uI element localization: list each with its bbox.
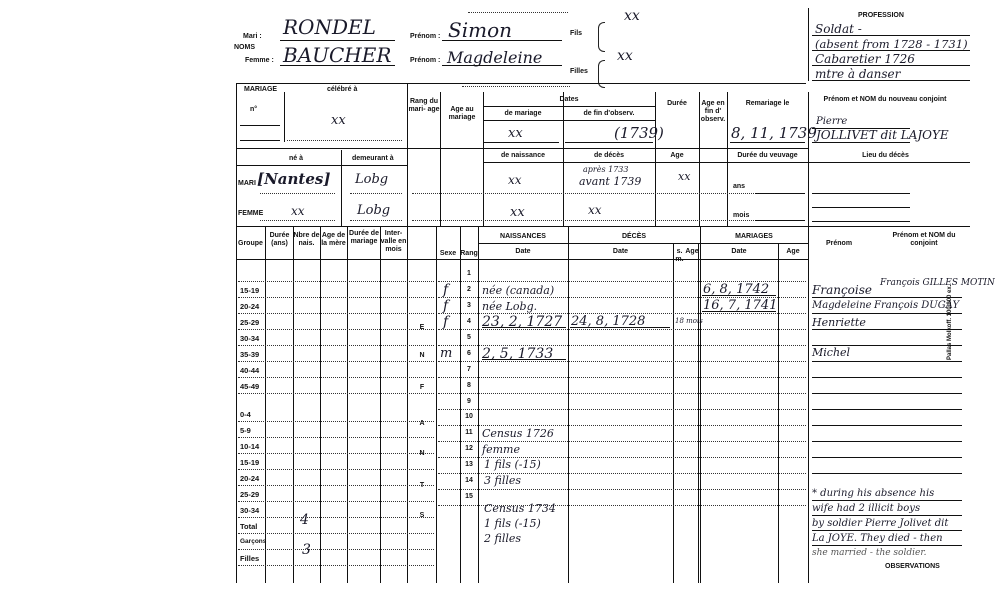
census-note-5: Census 1734 [484, 502, 556, 515]
census-note-1: Census 1726 [482, 427, 554, 440]
rank-15: 15 [465, 493, 473, 500]
child-4-age: 18 mois [675, 317, 703, 325]
rank-14: 14 [465, 477, 473, 484]
enfants-letter-6: T [419, 482, 425, 489]
profession-line-2: (absent from 1728 - 1731) [815, 37, 968, 51]
child-3-marriage: 16, 7, 1741 [703, 298, 778, 313]
intervalle-header: Inter- valle en mois [380, 230, 407, 253]
rank-8: 8 [467, 382, 471, 389]
ne-a-label: né à [289, 155, 304, 162]
group-bottom-6: 25-29 [240, 490, 260, 499]
group-bottom-4: 15-19 [240, 458, 260, 467]
duree-mariage-header: Durée de mariage [349, 230, 379, 245]
census-note-7: 2 filles [484, 532, 522, 545]
age2-header: Age [670, 152, 684, 159]
celebre-value: xx [331, 113, 346, 128]
date-fin-value: (1739) [614, 124, 664, 142]
conjoint-col-header: Prénom et NOM du conjoint [892, 232, 956, 247]
deces-header: de décès [594, 152, 624, 159]
observation-line-1: * during his absence his [812, 488, 935, 499]
deces-age-header: Age [685, 248, 699, 255]
total-value: 4 [300, 512, 309, 528]
duree-ans-header: Durée (ans) [269, 232, 290, 247]
enfants-letter-2: N [419, 352, 425, 359]
census-note-3: 1 fils (-15) [484, 458, 541, 471]
naissance-header: de naissance [501, 152, 545, 159]
rank-12: 12 [465, 445, 473, 452]
filles-label: Filles [570, 68, 588, 75]
observations-title: OBSERVATIONS [885, 563, 940, 570]
child-6-birth: 2, 5, 1733 [482, 346, 554, 362]
enfants-letter-3: F [419, 384, 425, 391]
profession-line-3: Cabaretier 1726 [815, 52, 915, 66]
child-2-prenom: Françoise [812, 283, 872, 297]
child-4-sex: f [443, 314, 449, 330]
date-mariage-value: xx [508, 126, 523, 141]
fils-label: Fils [570, 30, 583, 37]
mari-row-label: MARI [238, 180, 256, 187]
mariages-col-header: MARIAGES [735, 233, 773, 240]
rank-11: 11 [465, 429, 473, 436]
deces-col-header: DÉCÈS [621, 233, 647, 240]
enfants-letter-4: A [419, 420, 425, 427]
femme-residence: Lobg [357, 203, 391, 218]
husband-prenom-label: Prénom : [410, 33, 441, 40]
age-fin-header: Age en fin d' observ. [700, 100, 726, 123]
femme-label: Femme : [245, 57, 274, 64]
new-spouse-prenom: Pierre [816, 116, 848, 127]
mari-deces-1: après 1733 [583, 165, 629, 174]
group-bottom-2: 5-9 [240, 426, 251, 435]
filles-value-cell: 3 [302, 542, 311, 558]
group-bottom-10: Filles [240, 554, 260, 563]
child-3-sex: f [443, 298, 449, 314]
observation-line-3: by soldier Pierre Jolivet dit [812, 518, 949, 529]
child-2-birth: née (canada) [482, 284, 555, 297]
child-4-death: 24, 8, 1728 [571, 314, 646, 329]
groupe-header: Groupe [238, 240, 263, 247]
child-6-sex: m [440, 346, 453, 361]
wife-prenom-label: Prénom : [410, 57, 441, 64]
rank-7: 7 [467, 366, 471, 373]
naissances-header: NAISSANCES [500, 233, 546, 240]
observation-line-4: La JOYE. They died - then [812, 533, 943, 544]
new-spouse-header: Prénom et NOM du nouveau conjoint [823, 96, 947, 103]
child-2-sex: f [443, 282, 449, 298]
observation-line-2: wife had 2 illicit boys [812, 503, 921, 514]
child-4-prenom: Henriette [812, 316, 866, 329]
group-top-3: 25-29 [240, 318, 260, 327]
census-note-4: 3 filles [484, 474, 522, 487]
duree-veuvage-header: Durée du veuvage [737, 152, 798, 159]
group-bottom-3: 10-14 [240, 442, 260, 451]
group-bottom-1: 0-4 [240, 410, 251, 419]
group-top-6: 40-44 [240, 366, 260, 375]
profession-label: PROFESSION [858, 12, 904, 19]
sm-header: s. m. [675, 248, 684, 263]
census-note-6: 1 fils (-15) [484, 517, 541, 530]
rank-2: 2 [467, 286, 471, 293]
child-3-prenom: Magdeleine [812, 300, 872, 311]
group-bottom-8: Total [240, 522, 258, 531]
enfants-letter-5: N [419, 450, 425, 457]
noms-label: NOMS [234, 44, 255, 51]
mari-age: xx [678, 170, 691, 183]
rank-1: 1 [467, 270, 471, 277]
fils-value: xx [624, 8, 640, 24]
remariage-value: 8, 11, 1739 [731, 124, 817, 142]
husband-surname: RONDEL [283, 15, 376, 39]
census-note-2: femme [482, 443, 520, 456]
deces-date-header: Date [612, 248, 629, 255]
enfants-letter-1: E [419, 324, 425, 331]
mari-birthplace: [Nantes] [257, 170, 331, 188]
mois-label: mois [733, 212, 750, 219]
printer-side-text: Pallas Molkoff. 100.000 ex. [947, 284, 953, 360]
naissance-date-header: Date [515, 248, 531, 255]
mari-naissance: xx [508, 173, 522, 187]
femme-row-label: FEMME [238, 210, 264, 217]
demeurant-label: demeurant à [352, 155, 394, 162]
group-top-5: 35-39 [240, 350, 260, 359]
enfants-letter-7: S [419, 512, 425, 519]
mari-label: Mari : [243, 33, 262, 40]
filles-value: xx [617, 48, 633, 64]
prenom-col-header: Prénom [826, 240, 853, 247]
femme-deces: xx [588, 203, 602, 217]
mariage-age-header: Age [786, 248, 800, 255]
rank-4: 4 [467, 318, 471, 325]
rank-3: 3 [467, 302, 471, 309]
group-bottom-9: Garçons [240, 538, 267, 545]
nbre-naiss-header: Nbre de nais. [293, 232, 320, 247]
age-mere-header: Age de la mère [321, 232, 346, 247]
husband-prenom: Simon [448, 18, 512, 42]
age-header: Age au mariage [448, 106, 476, 121]
femme-birthplace: xx [291, 204, 305, 218]
group-bottom-7: 30-34 [240, 506, 260, 515]
celebre-label: célébré à [327, 86, 358, 93]
de-mariage-header: de mariage [504, 110, 542, 117]
rang-col-header: Rang [460, 250, 478, 257]
remariage-header: Remariage le [745, 100, 790, 107]
rang-header: Rang du mari- age [408, 98, 440, 113]
wife-surname: BAUCHER [283, 43, 392, 67]
sexe-header: Sexe [439, 250, 457, 257]
rank-5: 5 [467, 334, 471, 341]
profession-line-1: Soldat - [815, 22, 862, 36]
child-3-birth: née Lobg. [482, 300, 538, 313]
rank-6: 6 [467, 350, 471, 357]
mari-residence: Lobg [355, 172, 389, 187]
de-fin-header: de fin d'observ. [583, 110, 635, 117]
child-2-conjoint: François GILLES MOTIN [880, 278, 995, 288]
group-top-4: 30-34 [240, 334, 260, 343]
new-spouse-nom: JOLLIVET dit LAJOYE [816, 128, 949, 142]
group-top-2: 20-24 [240, 302, 260, 311]
group-top-7: 45-49 [240, 382, 260, 391]
dates-header: Dates [559, 96, 579, 103]
child-4-birth: 23, 2, 1727 [482, 314, 563, 330]
child-6-prenom: Michel [812, 346, 851, 359]
group-top-1: 15-19 [240, 286, 260, 295]
child-2-marriage: 6, 8, 1742 [703, 282, 770, 297]
mari-deces-2: avant 1739 [579, 175, 642, 188]
ans-label: ans [733, 183, 746, 190]
rank-13: 13 [465, 461, 473, 468]
no-label: n° [250, 106, 258, 113]
wife-prenom: Magdeleine [447, 48, 543, 67]
femme-naissance: xx [510, 205, 525, 220]
rank-10: 10 [465, 413, 473, 420]
lieu-deces-header: Lieu du décès [862, 152, 909, 159]
mariage-date-header: Date [731, 248, 747, 255]
profession-line-4: mtre à danser [815, 67, 901, 81]
child-3-conjoint: François DUGAY [874, 300, 960, 311]
rank-9: 9 [467, 398, 471, 405]
mariage-title: MARIAGE [244, 86, 278, 93]
observation-line-5: she married - the soldier. [812, 548, 927, 558]
group-bottom-5: 20-24 [240, 474, 260, 483]
duree-header: Durée [667, 100, 687, 107]
